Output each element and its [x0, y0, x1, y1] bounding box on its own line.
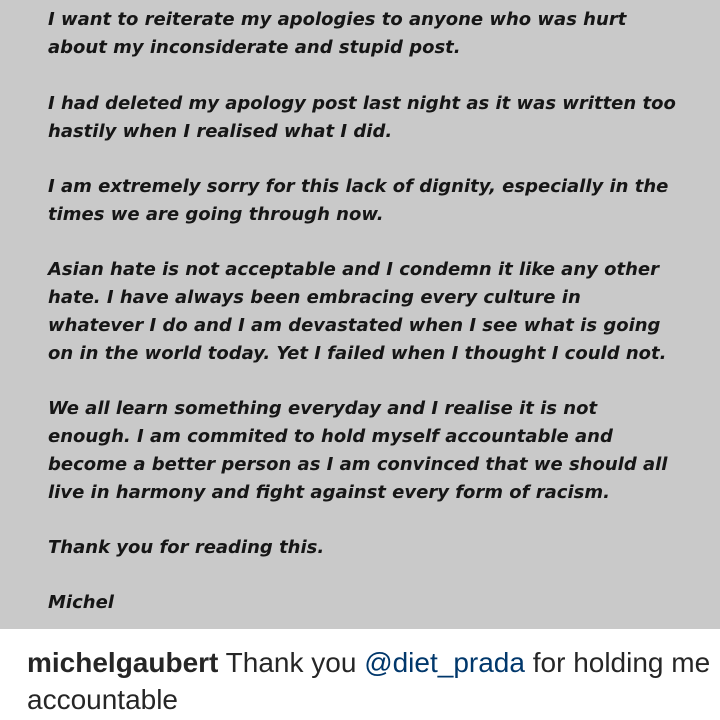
apology-statement	[48, 6, 708, 617]
caption-text-after: for holding me accountable	[27, 647, 711, 715]
statement-paragraph-3: I am extremely sorry for this lack of dignity, especially in the times we are going through now.	[48, 176, 669, 225]
statement-paragraph-1: I want to reiterate my apologies to anyone who was hurt about my inconsiderate and stupid post.	[48, 9, 627, 58]
caption-mention-link[interactable]: @diet_prada	[364, 647, 525, 678]
statement-paragraph-2: I had deleted my apology post last night as it was written too hastily when I realised what I did.	[48, 93, 676, 142]
caption-text-before: Thank you	[218, 647, 365, 678]
caption-username[interactable]: michelgaubert	[27, 647, 219, 678]
statement-signature: Michel	[48, 592, 114, 613]
statement-paragraph-5: We all learn something everyday and I realise it is not enough. I am commited to hold myself accountable and become a better person as I am convinced that we should all live in harmony and fight against every form of racism.	[48, 398, 668, 503]
statement-paragraph-6: Thank you for reading this.	[48, 537, 325, 558]
statement-paragraph-4: Asian hate is not acceptable and I condemn it like any other hate. I have always been embracing every culture in whatever I do and I am devastated when I see what is going on in the world today. Yet I failed when I thought I could not.	[48, 259, 667, 364]
post-caption	[27, 644, 712, 718]
